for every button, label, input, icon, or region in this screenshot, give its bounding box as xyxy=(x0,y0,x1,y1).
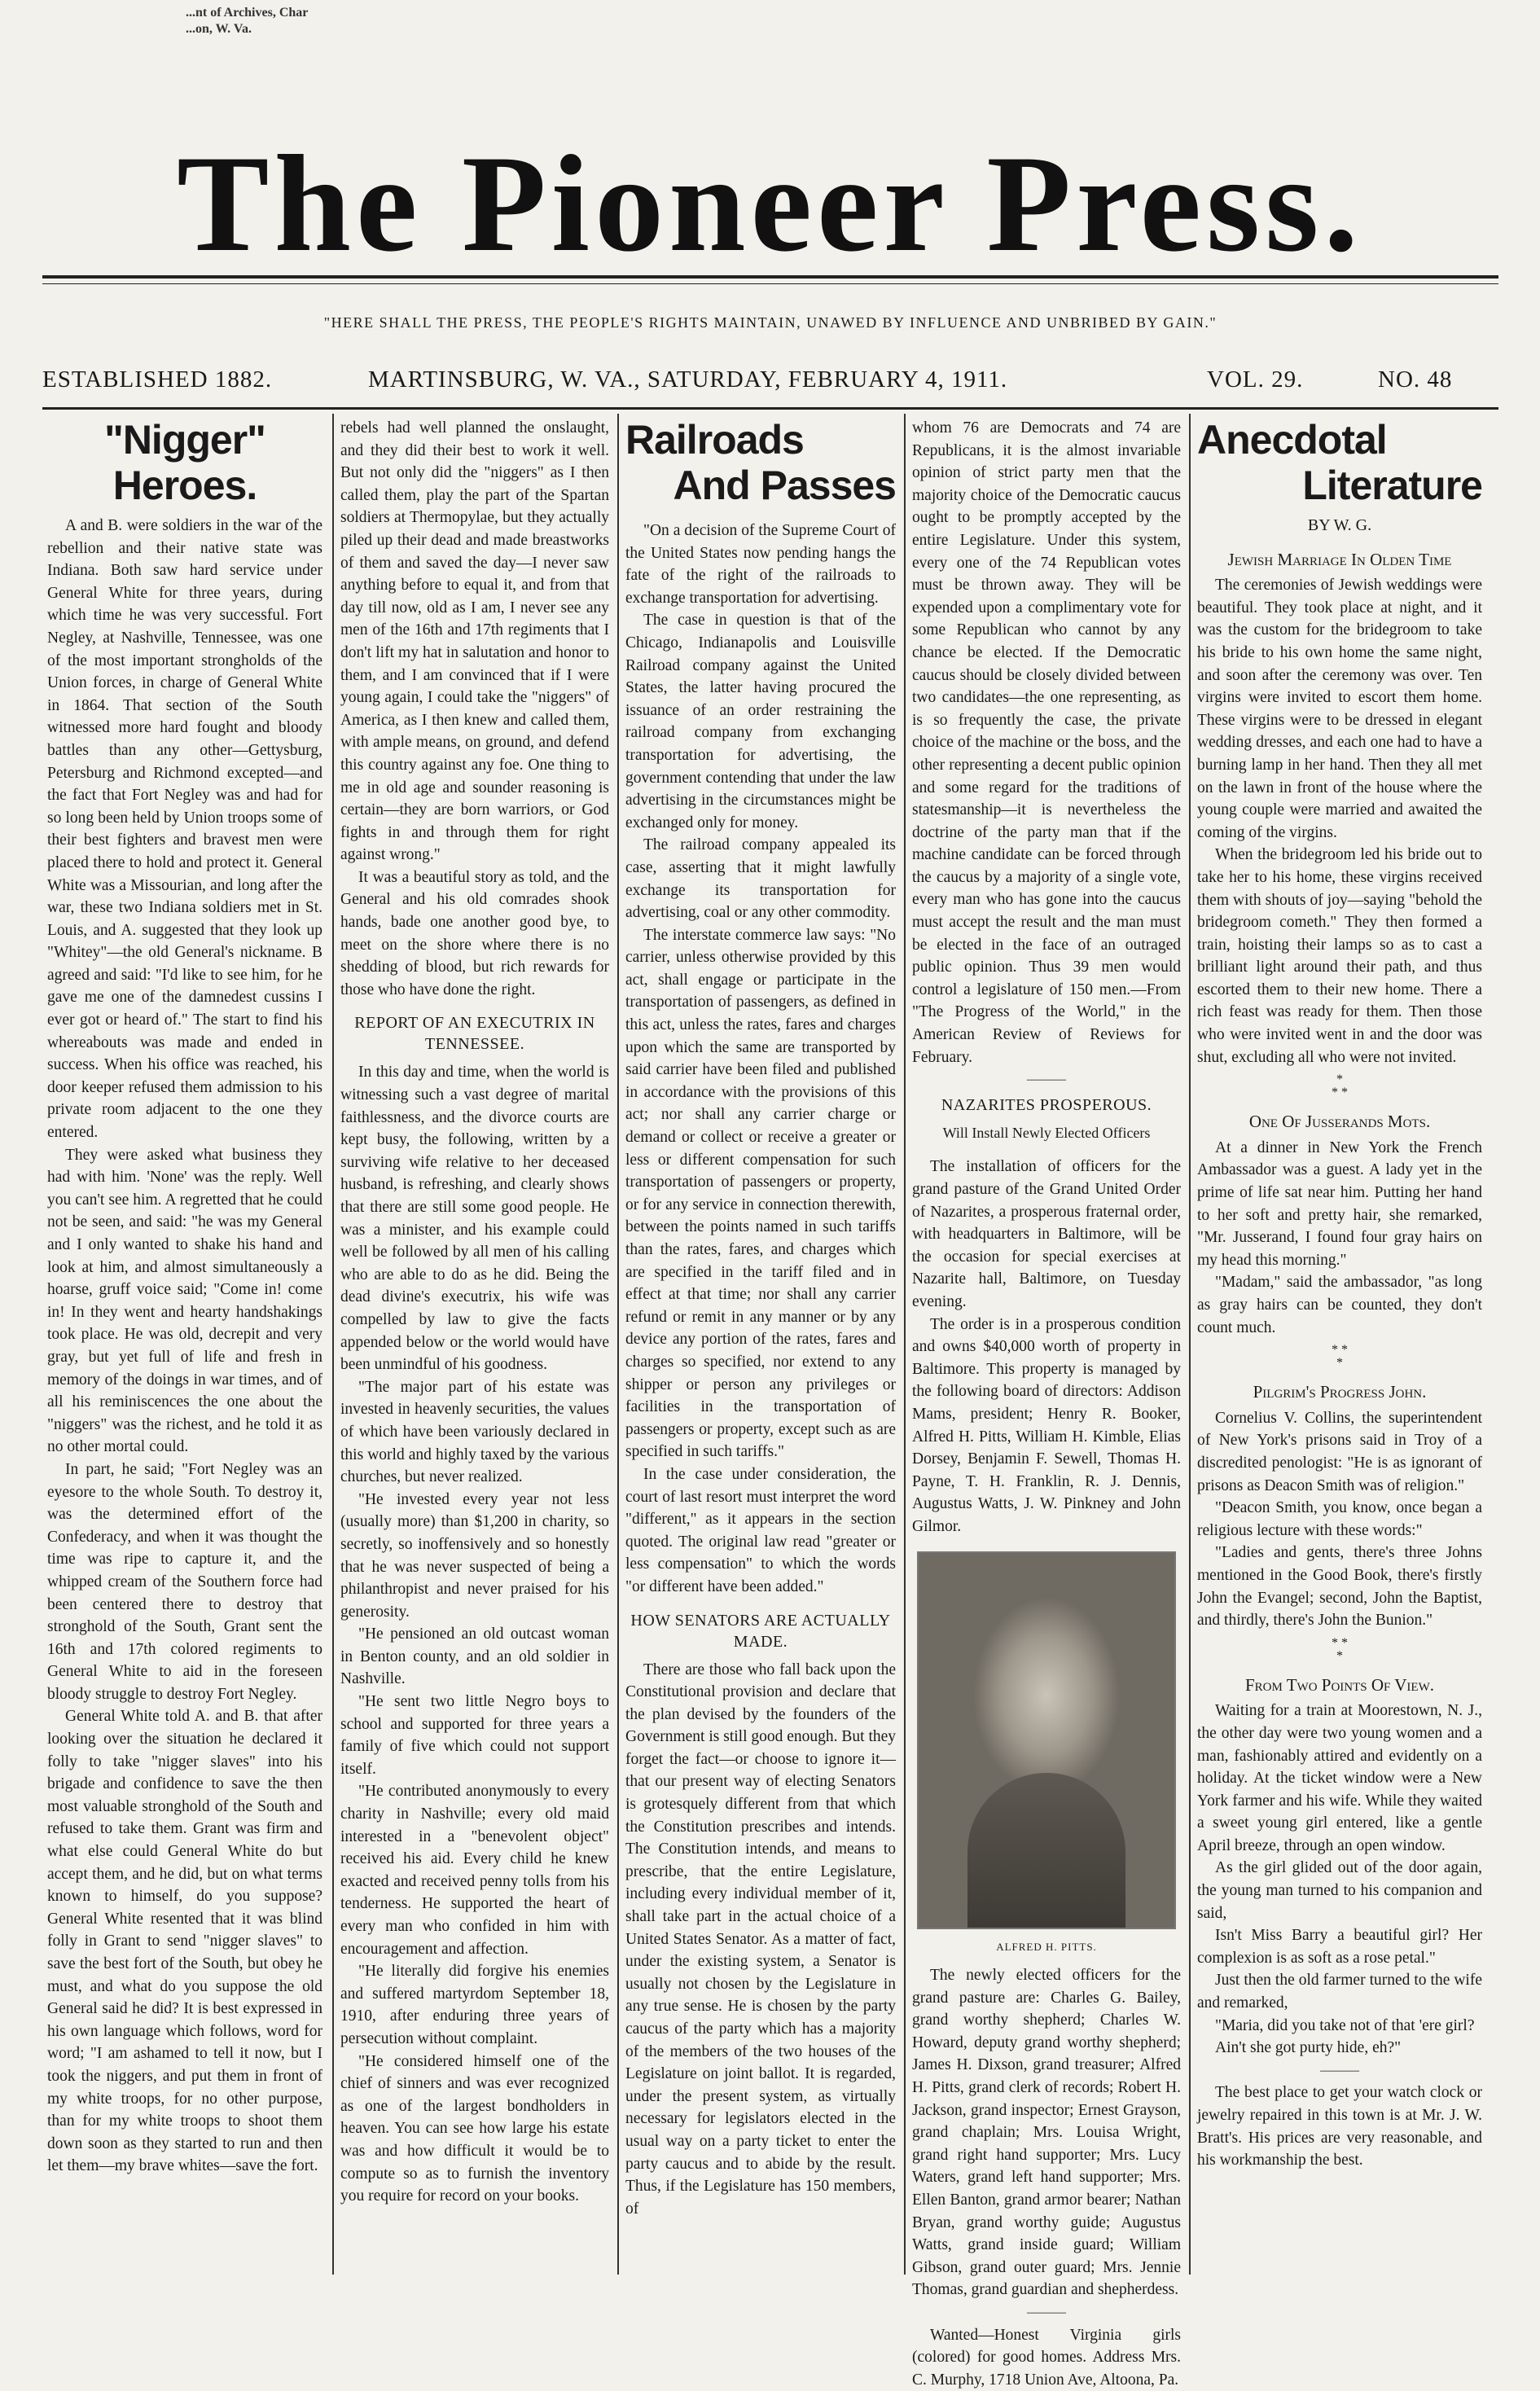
senators-paragraph: There are those who fall back upon the Constitutional provision and declare that the plan devised by the founders of the Government is still good enough. But they forget the fact—or choose to ignore it—that our present way of electing Senators is grotesquely different from that which the Constitution prescribes and intends. The Constitution intends, and means to prescribe, that the entire Legislature, including every individual member of it, shall take part in the actual choice of a United States Senator. As a matter of fact, under the existing system, a Senator is usually not chosen by the Legislature in any true sense. He is chosen by the party caucus of the party which has a majority of the members of the two houses of the Legislature on joint ballot. It is regarded, under the present system, as virtually necessary for legislators elected in the usual way on a party ticket to enter the party caucus and to abide by the result. Thus, if the Legislature has 150 members, of xyxy=(625,1661,897,2218)
anecdote-paragraph: Ain't she got purty hide, eh?" xyxy=(1215,2039,1402,2057)
anecdotal-byline: BY W. G. xyxy=(1307,516,1372,534)
heroes-cont-paragraph: rebels had well planned the onslaught, and they did their best to work it well. But not only did the "niggers" as I then called them, play the part of the Spartan soldiers at Thermopylae, but they actually piled up their dead and made breastworks of them and saved the day—I never saw anything before to equal it, and from that day till now, old as I am, I never see any men of the 16th and 17th regiments that I don't lift my hat in salutation and honor to them, and I am convinced that if I were young again, I could take the "niggers" of America, as I then knew and called them, with ample means, on ground, and defend this country against any foe. One thing to me in old age and sounder reasoning is certain—they are born warriors, or God fights in and through them for right against wrong." xyxy=(340,419,609,864)
nazarites-paragraph: The order is in a prosperous condition and owns $40,000 worth of property in Baltimore. This property is managed by the following board of directors: Addison Mams, president; Henry R. Booker, Alfred H. Pitts, William H. Kimble, Elias Dorsey, Benjamin F. Sewell, Thomas H. Payne, T. H. Franklin, R. J. Dennis, Augustus Watts, J. W. Pinkney and John Gilmor. xyxy=(912,1315,1181,1535)
established-year: ESTABLISHED 1882. xyxy=(42,366,273,393)
place-date: MARTINSBURG, W. VA., SATURDAY, FEBRUARY 4, 1911. xyxy=(368,366,1008,393)
anecdote-paragraph: Cornelius V. Collins, the superintendent of New York's prisons said in Troy of a discredited penologist: "He is as ignorant of prisons as Deacon Smith was of religion." xyxy=(1197,1409,1482,1494)
anecdote-paragraph: As the girl glided out of the door again, the young man turned to his companion and said, xyxy=(1197,1859,1482,1922)
anecdote-paragraph: Isn't Miss Barry a beautiful girl? Her complexion is as soft as a rose petal." xyxy=(1197,1927,1482,1967)
executrix-paragraph: In this day and time, when the world is witnessing such a vast degree of marital faithlessness, and the divorce courts are kept busy, the following, written by a surviving wife relative to her deceased husband, is refreshing, and clearly shows that there are still some good people. He was a minister, and his example could well be followed by all men of his calling who are able to do as he did. Being the dead divine's executrix, his wife was compelled by law to give the facts appended below or the world would have been unmindful of his goodness. xyxy=(340,1064,609,1374)
anecdote-paragraph: Waiting for a train at Moorestown, N. J., the other day were two young women and a man, fashionably attired and evidently on a holiday. At the ticket window were a New York farmer and his wife. While they waited a sweet young girl entered, like a gentle April breeze, through an open window. xyxy=(1197,1702,1482,1854)
railroads-headline-1: Railroads xyxy=(625,417,804,463)
nazarites-headline: NAZARITES PROSPEROUS. xyxy=(941,1095,1152,1114)
photo-caption: ALFRED H. PITTS. xyxy=(996,1940,1097,1953)
section-ornament: * * * xyxy=(1332,1073,1348,1100)
column-2 xyxy=(340,417,609,2266)
executrix-paragraph: "He invested every year not less (usually more) than $1,200 in charity, so secretly, so inoffensively and so honestly that he was never suspected of being a philanthropist and never praised for his generosity. xyxy=(340,1490,609,1621)
column-1 xyxy=(47,417,322,2266)
anecdote-title: From Two Points Of View. xyxy=(1245,1674,1434,1695)
anecdote-title: Pilgrim's Progress John. xyxy=(1253,1382,1427,1402)
railroads-paragraph: "On a decision of the Supreme Court of the United States now pending hangs the fate of the right of the railroads to exchange transportation for advertising. xyxy=(625,522,896,607)
executrix-paragraph: "He considered himself one of the chief of sinners and was ever recognized as one of the largest bondholders in heaven. You can see how large his estate was and how difficult it would be to compute so as to furnish the inventory you require for record on your books. xyxy=(340,2052,609,2205)
masthead-rule-thin xyxy=(42,283,1498,284)
railroads-paragraph: In the case under consideration, the court of last resort must interpret the word "different," as it appears in the section quoted. The original law read "greater or less compensation" to which the words "or different have been added." xyxy=(625,1465,896,1595)
portrait-photo xyxy=(917,1551,1176,1929)
executrix-headline: REPORT OF AN EXECUTRIX IN TENNESSEE. xyxy=(354,1014,595,1054)
railroads-paragraph: The interstate commerce law says: "No carrier, unless otherwise provided by this act, shall engage or participate in the transportation of passengers, as defined in this act, unless the rates, fares and charges upon which the same are transported by said carrier have been filed and published in accordance with the provisions of this act; nor shall any carrier charge or demand or collect or receive a greater or less or different compensation for such transportation of passengers or property, or for any service in connection therewith, between the points named in such tariffs than the rates, fares, and charges which are specified in the tariff filed and in effect at that time; nor shall any carrier refund or remit in any manner or by any device any portion of the rates, fares and charges so specified, nor extend to any shipper or person any privileges or facilities in the transportation of passengers or property, except such as are specified in such tariffs." xyxy=(625,926,896,1461)
section-divider: ——— xyxy=(1027,1073,1066,1087)
column-4 xyxy=(912,417,1181,2389)
anecdote-paragraph: "Madam," said the ambassador, "as long as gray hairs can be counted, they don't count much. xyxy=(1197,1274,1482,1336)
anecdote-paragraph: The ceremonies of Jewish weddings were beautiful. They took place at night, and it was the custom for the bridegroom to take his bride to his own home the same night, and soon after the ceremony was over. Ten virgins were invited to escort them home. These virgins were to be dressed in elegant wedding dresses, and each one had to have a burning lamp in her hand. Then they all met on the lawn in front of the house where the young couple were married and awaited the coming of the virgins. xyxy=(1197,577,1482,841)
executrix-paragraph: "The major part of his estate was invested in heavenly securities, the values of which have been variously declared in this world and highly taxed by the various churches, but never realized. xyxy=(340,1378,609,1486)
section-ornament: * * * xyxy=(1332,1635,1348,1663)
executrix-paragraph: "He contributed anonymously to every charity in Nashville; every old maid interested in a "benevolent object" received his aid. Every child he knew exacted and received penny tolls from his tenderness. He supported the heart of every man who confided in him with encouragement and affection. xyxy=(340,1783,609,1958)
nazarites-paragraph: The installation of officers for the grand pasture of the Grand United Order of Nazarites, a prosperous fraternal order, with headquarters in Baltimore, will be the occasion for special exercises at Nazarite hall, Baltimore, on Tuesday evening. xyxy=(912,1158,1181,1310)
railroads-headline-2: And Passes xyxy=(673,463,896,508)
heroes-paragraph: They were asked what business they had with him. 'None' was the reply. Well you can't see him. A regretted that he could not be seen, and said: "he was my General and I only wanted to shake his hand and look at him, and almost simultaneously a hoarse, gruff voice said; "Come in! come in! In they went and hearty handshakings took place. He was old, decrepit and very gray, but yet full of life and fresh in memory of the doings in war times, and of all his reminiscences the one about the "niggers" was the richest, and he told it as no other mortal could. xyxy=(47,1146,322,1456)
section-divider: ——— xyxy=(1027,2305,1066,2319)
anecdote-paragraph: "Deacon Smith, you know, once began a religious lecture with these words:" xyxy=(1197,1499,1482,1539)
anecdote-title: One Of Jusserands Mots. xyxy=(1248,1112,1431,1132)
jeweler-notice: The best place to get your watch clock or jewelry repaired in this town is at Mr. J. W. Bratt's. His prices are very reasonable, and his workmanship the best. xyxy=(1197,2084,1482,2169)
anecdote-paragraph: Just then the old farmer turned to the wife and remarked, xyxy=(1197,1972,1482,2012)
nazarites-subhead: Will Install Newly Elected Officers xyxy=(942,1124,1151,1141)
issue-number: NO. 48 xyxy=(1378,366,1453,393)
anecdotal-headline-1: Anecdotal xyxy=(1197,417,1387,463)
column-divider xyxy=(904,414,906,2275)
dateline xyxy=(42,366,1498,399)
anecdote-title: Jewish Marriage In Olden Time xyxy=(1227,549,1452,569)
column-5 xyxy=(1197,417,1482,2266)
heroes-headline: "Nigger" Heroes. xyxy=(104,417,265,508)
heroes-paragraph: In part, he said; "Fort Negley was an eyesore to the whole South. To destroy it, was the determined effort of the Confederacy, and when it was thought the time was ripe to capture it, and the whipped cream of the Southern force had been centered there to destroy that stronghold of the South, Grant sent the 16th and 17th colored regiments to General White to aid in the foreseen bloody struggle to destroy Fort Negley. xyxy=(47,1460,322,1703)
section-divider: ——— xyxy=(1320,2063,1359,2077)
railroads-paragraph: The railroad company appealed its case, asserting that it might lawfully exchange its transportation for advertising, coal or any other commodity. xyxy=(625,836,896,922)
anecdote-paragraph: "Ladies and gents, there's three Johns mentioned in the Good Book, there's firstly John the Evangel; second, John the Baptist, and thirdly, there's John the Bunion." xyxy=(1197,1544,1482,1630)
column-divider xyxy=(332,414,334,2275)
column-divider xyxy=(617,414,619,2275)
column-3 xyxy=(625,417,896,2266)
nazarites-paragraph: The newly elected officers for the grand pasture are: Charles G. Bailey, grand worthy shepherd; Charles W. Howard, deputy grand worthy shepherd; James H. Dixson, grand treasurer; Alfred H. Pitts, grand clerk of records; Robert H. Jackson, grand inspector; Ernest Grayson, grand chaplain; Mrs. Louisa Wright, grand right hand supporter; Mrs. Lucy Waters, grand left hand supporter; Mrs. Ellen Banton, grand armor bearer; Nathan Bryan, grand worthy guide; Augustus Watts, grand inside guard; William Gibson, grand outer guard; Mrs. Jennie Thomas, grand guardian and shepherdess. xyxy=(912,1967,1181,2299)
archive-stamp xyxy=(186,5,308,37)
heroes-cont-paragraph: It was a beautiful story as told, and the General and his old comrades shook hands, bade one another good bye, to meet on the shore where there is no shedding of blood, but rich rewards for those who have done the right. xyxy=(340,868,609,998)
senators-cont-paragraph: whom 76 are Democrats and 74 are Republicans, it is the almost invariable opinion of strict party men that the majority choice of the Democratic caucus ought to be promptly accepted by the entire Legislature. Under this system, every one of the 74 Republican votes must be thrown away. They will be expended upon a complimentary vote for some Republican who cannot by any chance be elected. If the Democratic caucus should be closely divided between two candidates—the one representing, as is so frequently the case, the private choice of the machine or the boss, and the other representing a decent public opinion and some regard for the traditions of statesmanship—it is nevertheless the doctrine of the party man that if the machine candidate can be forced through the caucus by a majority of a single vote, every man who has gone into the caucus must accept the result and the man must be elected in the face of an outraged public opinion. Thus 39 men would control a legislature of 150 men.—From "The Progress of the World," in the American Review of Reviews for February. xyxy=(912,419,1181,1066)
heroes-paragraph: General White told A. and B. that after looking over the situation he declared it folly to take "nigger slaves" into his brigade and confidence to save the then most valuable stronghold of the South and refused to take them. Grant was firm and what else could General White do but accept them, and he did, but on what terms known to himself, do you suppose? General White resented that it was blind folly in Grant to send "nigger slaves" to save the best fort of the South, but obey he must, and what do you suppose the old General said he did? It is best expressed in his own language which follows, word for word; "I am ashamed to tell it now, but I took the niggers, and put them in front of my white troops, for no other purpose, than for my white troops to shoot them down soon as they started to run and then let them—my brave whites—save the fort. xyxy=(47,1708,322,2175)
anecdote-paragraph: When the bridegroom led his bride out to take her to his home, these virgins received them with shouts of joy—saying "behold the bridegroom cometh." They then formed a train, hoisting their lamps so as to cast a brilliant light around their path, and thus escorted them to their new home. There a rich feast was ready for them. Then those who were invited went in and the door was shut, excluding all who were not invited. xyxy=(1197,846,1482,1066)
masthead-title: The Pioneer Press. xyxy=(177,127,1363,280)
volume-number: VOL. 29. xyxy=(1207,366,1304,393)
executrix-paragraph: "He sent two little Negro boys to school and supported for three years a family of five which could not support itself. xyxy=(340,1693,609,1778)
archive-stamp-line1: ...nt of Archives, Char xyxy=(186,6,309,20)
anecdotal-headline-2: Literature xyxy=(1302,463,1482,508)
motto: "HERE SHALL THE PRESS, THE PEOPLE'S RIGHTS MAINTAIN, UNAWED BY INFLUENCE AND UNBRIBED BY GAIN." xyxy=(323,314,1218,331)
anecdote-paragraph: "Maria, did you take not of that 'ere girl? xyxy=(1215,2016,1475,2034)
column-divider xyxy=(1189,414,1191,2275)
executrix-paragraph: "He pensioned an old outcast woman in Benton county, and an old soldier in Nashville. xyxy=(340,1625,609,1688)
dateline-rule xyxy=(42,407,1498,410)
anecdote-paragraph: At a dinner in New York the French Ambassador was a guest. A lady yet in the prime of life sat near him. Putting her hand to her soft and pretty hair, she remarked, "Mr. Jusserand, I found four gray hairs on my head this morning." xyxy=(1197,1138,1482,1269)
senators-headline: HOW SENATORS ARE ACTUALLY MADE. xyxy=(630,1611,891,1651)
masthead-rule-thick xyxy=(42,275,1498,279)
railroads-paragraph: The case in question is that of the Chicago, Indianapolis and Louisville Railroad company against the United States, the latter having procured the issuance of an order restraining the railroad company from exchanging transportation for advertising, the government contending that under the law advertising in the circumstances might be exchanged only for money. xyxy=(625,612,896,831)
wanted-ad: Wanted—Honest Virginia girls (colored) for good homes. Address Mrs. C. Murphy, 1718 Union Ave, Altoona, Pa. xyxy=(912,2326,1181,2389)
archive-stamp-line2: ...on, W. Va. xyxy=(186,22,252,36)
heroes-paragraph: A and B. were soldiers in the war of the rebellion and their native state was Indiana. Both saw hard service under General White for three years, during which time he was very successful. Fort Negley, at Nashville, Tennessee, was one of the most important strongholds of the Union forces, in charge of General White in 1864. That section of the South witnessed more hard fought and bloody battles than any other—Gettysburg, Petersburg and Richmond excepted—and the fact that Fort Negley was and had for so long been held by Union troops some of their best fighters and bravest men were placed there to hold and protect it. General White was a Missourian, and long after the war, these two Indiana soldiers met in St. Louis, and A. suggested that they look up "Whitey"—the old General's nickname. B agreed and said: "I'd like to see him, for he gave me one of the damnedest cussins I ever got or heard of." The start to find his whereabouts was made and ended in success. When his office was reached, his door keeper refused them admission to his private room adjacent to the one they entered. xyxy=(47,517,322,1142)
executrix-paragraph: "He literally did forgive his enemies and suffered martyrdom September 18, 1910, after enduring three years of persecution without complaint. xyxy=(340,1963,609,2047)
section-ornament: * * * xyxy=(1332,1343,1348,1371)
